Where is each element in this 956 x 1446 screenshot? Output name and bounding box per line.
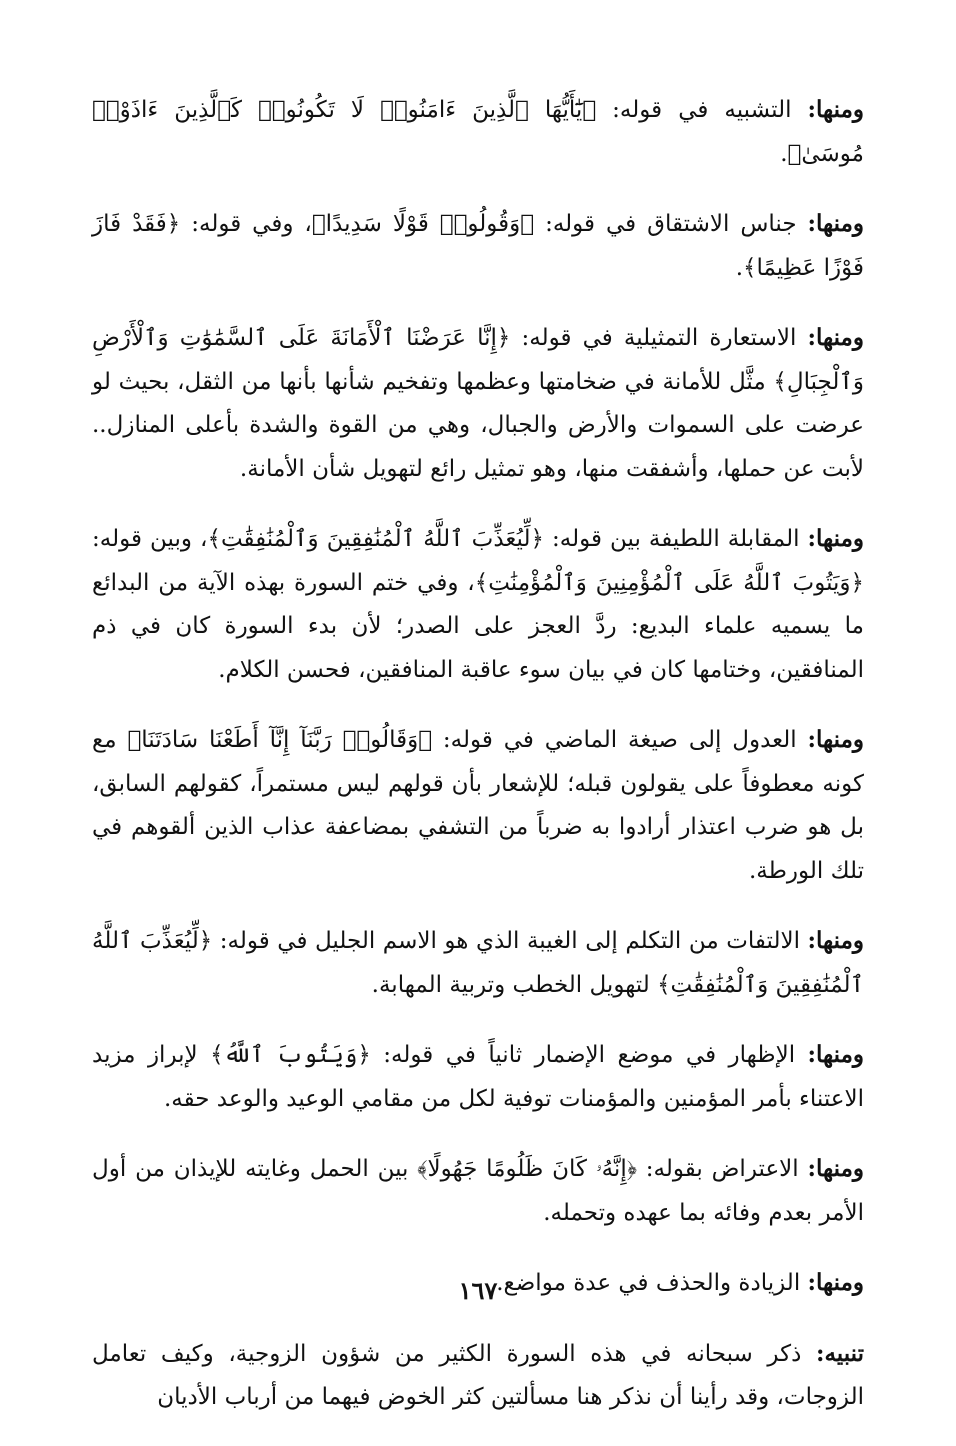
quran-quote: ﴿فَقَدْ فَازَ فَوْزًا عَظِيمًا﴾ xyxy=(92,211,864,281)
paragraph-lead: ومنها: xyxy=(807,1155,865,1182)
paragraph-lead: تنبيه: xyxy=(815,1339,864,1367)
paragraph-lead: ومنها: xyxy=(807,1269,864,1296)
paragraph xyxy=(92,202,864,290)
paragraph xyxy=(92,517,864,692)
paragraph-text: جناس الاشتقاق في قوله: xyxy=(534,211,808,237)
paragraph-lead: ومنها: xyxy=(807,927,864,954)
paragraph xyxy=(92,88,864,176)
paragraph-lead: ومنها: xyxy=(807,1041,865,1068)
paragraph-text: لإبراز مزيد الاعتناء بأمر المؤمنين والمؤمنات توفية لكل من مقامي الوعيد والوعد حقه. xyxy=(92,1042,864,1112)
quran-quote: ﴿يَٰٓأَيُّهَا ٱلَّذِينَ ءَامَنُوا۟ لَا تَكُونُوا۟ كَٱلَّذِينَ ءَاذَوْا۟ مُوسَىٰ﴾ xyxy=(92,97,864,167)
paragraph-text: بين الحمل وغايته للإيذان من أول الأمر بعدم وفائه بما عهده وتحمله. xyxy=(92,1156,864,1226)
quran-quote: ﴿إِنَّا عَرَضْنَا ٱلْأَمَانَةَ عَلَى ٱلسَّمَٰوَٰتِ وَٱلْأَرْضِ وَٱلْجِبَالِ﴾ xyxy=(92,325,864,395)
paragraph-lead: ومنها: xyxy=(807,525,864,552)
quran-quote: ﴿إِنَّهُۥ كَانَ ظَلُومًا جَهُولًا﴾ xyxy=(417,1156,637,1182)
paragraph-lead: ومنها: xyxy=(807,210,865,237)
quran-quote: ﴿لِّيُعَذِّبَ ٱللَّهُ ٱلْمُنَٰفِقِينَ وَٱلْمُنَٰفِقَٰتِ﴾ xyxy=(207,526,544,552)
page-number: ١٦٧ xyxy=(458,1276,498,1305)
paragraph-text: مثَّل للأمانة في ضخامتها وعظمها وتفخيم شأنها بأنها من الثقل، بحيث لو عرضت على السموات والأرض والجبال، وهي من القوة والشدة بأعلى المنازل.. لأبت عن حملها، وأشفقت منها، وهو تمثيل رائع لتهويل شأن الأمانة. xyxy=(92,368,864,482)
paragraph-text: ، وبين قوله: xyxy=(92,526,208,552)
paragraph-text: المقابلة اللطيفة بين قوله: xyxy=(543,526,808,552)
paragraph xyxy=(92,1147,864,1235)
quran-quote: ﴿وَقُولُوا۟ قَوْلًا سَدِيدًا﴾ xyxy=(311,211,535,237)
paragraph-text: التشبيه في قوله: xyxy=(596,97,808,123)
paragraph-text: ، وفي ختم السورة بهذه الآية من البدائع ما يسميه علماء البديع: ردَّ العجز على الصدر؛ لأن بدء السورة كان في ذم المنافقين، وختامها كان في بيان سوء عاقبة المنافقين، فحسن الكلام. xyxy=(92,569,864,683)
quran-quote: ﴿وَيَتُوبَ ٱللَّهُ﴾ xyxy=(210,1042,371,1068)
paragraph-text: ذكر سبحانه في هذه السورة الكثير من شؤون الزوجية، وكيف تعامل الزوجات، وقد رأينا أن نذكر هنا مسألتين كثر الخوض فيهما من أرباب الأديان xyxy=(92,1340,864,1410)
paragraph xyxy=(92,1033,864,1121)
paragraph-list xyxy=(92,88,864,1420)
quran-quote: ﴿وَيَتُوبَ ٱللَّهُ عَلَى ٱلْمُؤْمِنِينَ وَٱلْمُؤْمِنَٰتِ﴾ xyxy=(474,569,865,596)
paragraph-text: . xyxy=(735,254,743,281)
paragraph-text: ، وفي قوله: xyxy=(180,211,312,237)
quran-quote: ﴿لِّيُعَذِّبَ ٱللَّهُ ٱلْمُنَٰفِقِينَ وَٱلْمُنَٰفِقَٰتِ﴾ xyxy=(92,928,864,998)
paragraph xyxy=(92,1332,864,1420)
paragraph-lead: ومنها: xyxy=(807,324,864,351)
page-body xyxy=(92,88,864,1446)
paragraph-text: لتهويل الخطب وتربية المهابة. xyxy=(371,971,658,998)
paragraph-text: الاعتراض بقوله: xyxy=(636,1156,808,1182)
paragraph-text: . xyxy=(780,140,788,167)
quran-quote: ﴿وَقَالُوا۟ رَبَّنَآ إِنَّآ أَطَعْنَا سَادَتَنَا﴾ xyxy=(127,727,433,753)
paragraph-text: العدول إلى صيغة الماضي في قوله: xyxy=(432,727,808,753)
paragraph xyxy=(92,919,864,1007)
paragraph-text: الزيادة والحذف في عدة مواضع. xyxy=(496,1270,808,1296)
paragraph-text: الإظهار في موضع الإضمار ثانياً في قوله: xyxy=(370,1042,808,1068)
paragraph-text: الاستعارة التمثيلية في قوله: xyxy=(510,325,808,351)
paragraph-lead: ومنها: xyxy=(807,726,864,753)
paragraph-text: الالتفات من التكلم إلى الغيبة الذي هو الاسم الجليل في قوله: xyxy=(212,928,808,954)
paragraph-text: مع كونه معطوفاً على يقولون قبله؛ للإشعار بأن قولهم ليس مستمراً، كقولهم السابق، بل هو ضرب اعتذار أرادوا به ضرباً من التشفي بمضاعفة عذاب الذين ألقوهم في تلك الورطة. xyxy=(92,727,864,884)
paragraph xyxy=(92,316,864,491)
paragraph xyxy=(92,718,864,893)
paragraph-lead: ومنها: xyxy=(807,96,864,123)
